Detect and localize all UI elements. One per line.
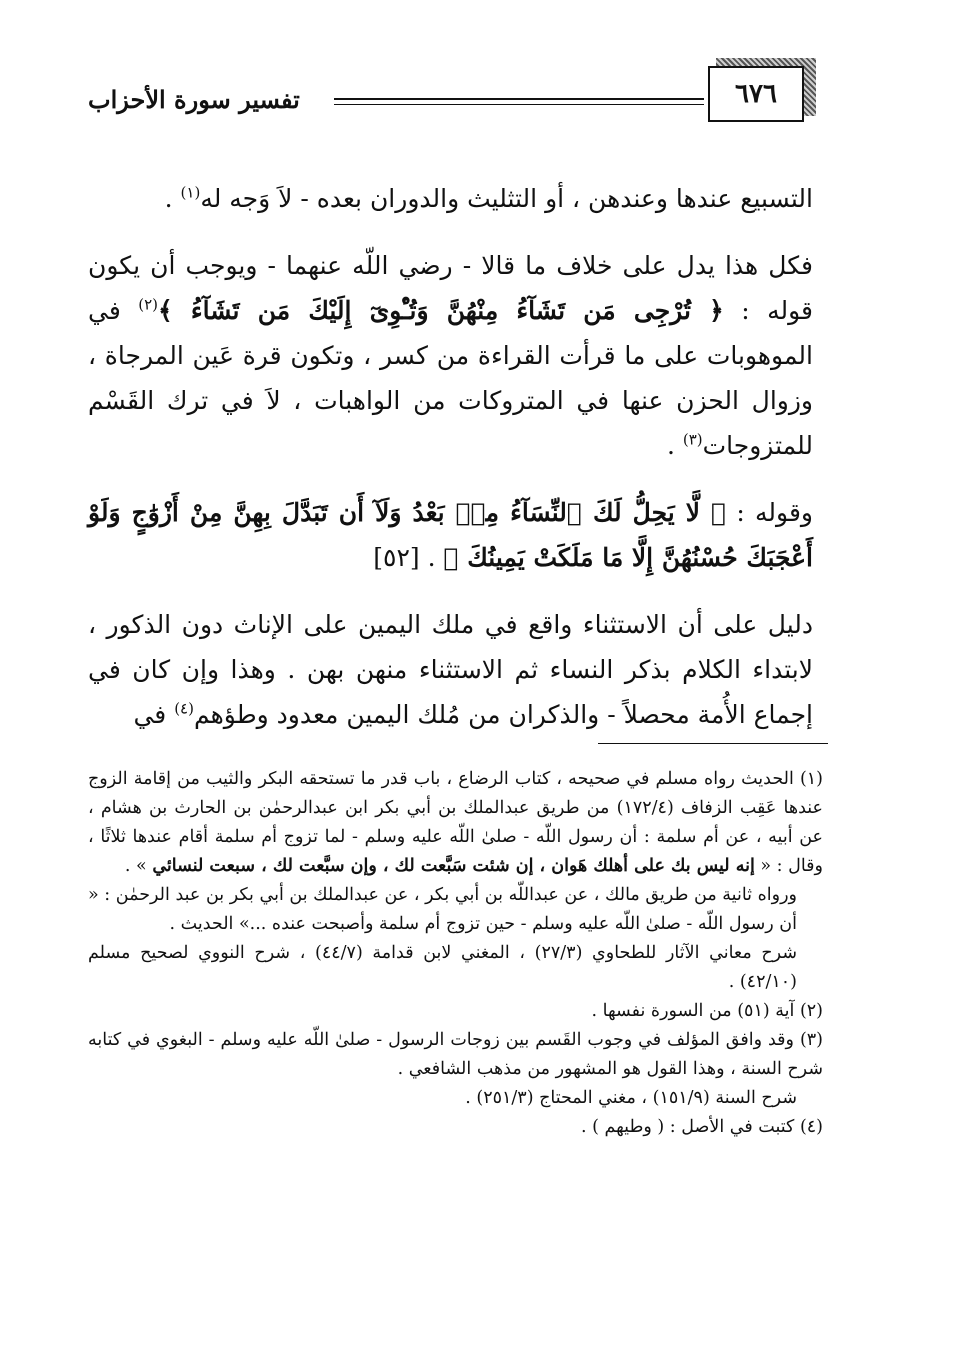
footnotes (88, 765, 823, 1142)
running-title: تفسير سورة الأحزاب (88, 85, 300, 114)
paragraph-4: دليل على أن الاستثناء واقع في ملك اليمين على الإناث دون الذكور ، لابتداء الكلام بذكر النساء ثم الاستثناء منهن بهن . وهذا وإن كان في إجماع الأُمة محصلاً - والذكران من مُلك اليمين معدود وطؤهم$^{(٤)}$ في (88, 610, 813, 729)
footnote-ref-2[interactable]: (٢) (138, 295, 159, 314)
footnote-1: (١) الحديث رواه مسلم في صحيحه ، كتاب الرضاع ، باب قدر ما تستحقه البكر والثيب من إقامة الزوج عندها عَقِب الزفاف (١٧٢/٤) من طريق عبدالملك بن أبي بكر ابن عبدالرحمٰن بن الحارث بن هشام ، عن أبيه ، عن أم سلمة : أن رسول اللّه - صلىٰ اللّه عليه وسلم - لما تزوج أم سلمة أقام عندها ثلاثًا ، وقال : « إنه ليس بك على أهلك هَوان ، إن شئت سَبَّعت لك ، وإن سبَّعت لك ، سبعت لنسائي » . (88, 769, 823, 876)
quran-verse: ﴿ تُرْجِى مَن تَشَآءُ مِنْهُنَّ وَتُـْٔوِىٓ إِلَيْكَ مَن تَشَآءُ ﴾ (158, 296, 724, 325)
paragraph-1: التسبيع عندها وعندهن ، أو التثليث والدوران بعده - لاَ وَجه له$^{(١)}$ . (164, 183, 813, 213)
paragraph-2: فكل هذا يدل على خلاف ما قالا - رضي اللّه عنهما - ويوجب أن يكون قوله : ﴿ تُرْجِى مَن تَشَآءُ مِنْهُنَّ وَتُـْٔوِىٓ إِلَيْكَ مَن تَشَآءُ ﴾$^{(٢)}$ في الموهوبات على ما قرأت القراءة من كسر ، وتكون قرة عَين المرجاة ، وزوال الحزن عنها في المتروكات من الواهبات ، لاَ في ترك القَسْم للمتزوجات$^{(٣)}$ . (88, 251, 813, 460)
footnote-ref-4[interactable]: (٤) (174, 699, 194, 718)
footnote-4: (٤) كتبت في الأصل : ( وطيهم ) . (580, 1117, 823, 1137)
footnote-2: (٢) آية (٥١) من السورة نفسها . (591, 1001, 823, 1021)
footnote-1-continued: ورواه ثانية من طريق مالك ، عن عبداللّه بن أبي بكر ، عن عبدالملك بن أبي بكر بن عبد الرحمٰن : « أن رسول اللّه - صلىٰ اللّه عليه وسلم - حين تزوج أم سلمة وأصبحت عنده ...» الحديث . (88, 885, 797, 934)
footnote-ref-1[interactable]: (١) (180, 183, 201, 202)
header-rule (334, 98, 704, 100)
paragraph-3: وقوله : ﴿ لَّا يَحِلُّ لَكَ ٱلنِّسَآءُ مِنۢ بَعْدُ وَلَآ أَن تَبَدَّلَ بِهِنَّ مِنْ أَزْوَٰجٍ وَلَوْ أَعْجَبَكَ حُسْنُهُنَّ إِلَّا مَا مَلَكَتْ يَمِينُكَ ﴾ . [٥٢] (88, 498, 813, 572)
footnote-1-sources: شرح معاني الآثار للطحاوي (٢٧/٣) ، المغني لابن قدامة (٤٤/٧) ، شرح النووي لصحيح مسلم (٤٢/١٠) . (88, 943, 797, 992)
main-text (88, 176, 813, 737)
footnote-separator (598, 743, 828, 744)
quran-verse: ﴿ لَّا يَحِلُّ لَكَ ٱلنِّسَآءُ مِنۢ بَعْدُ وَلَآ أَن تَبَدَّلَ بِهِنَّ مِنْ أَزْوَٰجٍ وَلَوْ أَعْجَبَكَ حُسْنُهُنَّ إِلَّا مَا مَلَكَتْ يَمِينُكَ ﴾ (88, 498, 813, 572)
footnote-3: (٣) وقد وافق المؤلف في وجوب القَسم بين زوجات الرسول - صلىٰ اللّه عليه وسلم - البغوي في كتابه شرح السنة ، وهذا القول هو المشهور من مذهب الشافعي . (88, 1030, 823, 1079)
header-rule-thin (334, 104, 704, 105)
page-number: ٦٧٦ (708, 66, 804, 122)
footnote-ref-3[interactable]: (٣) (682, 430, 703, 449)
footnote-3-sources: شرح السنة (١٥١/٩) ، مغني المحتاج (٢٥١/٣) . (465, 1088, 797, 1108)
hadith-quote: إنه ليس بك على أهلك هَوان ، إن شئت سَبَّعت لك ، وإن سبَّعت لك ، سبعت لنسائي (152, 856, 755, 876)
